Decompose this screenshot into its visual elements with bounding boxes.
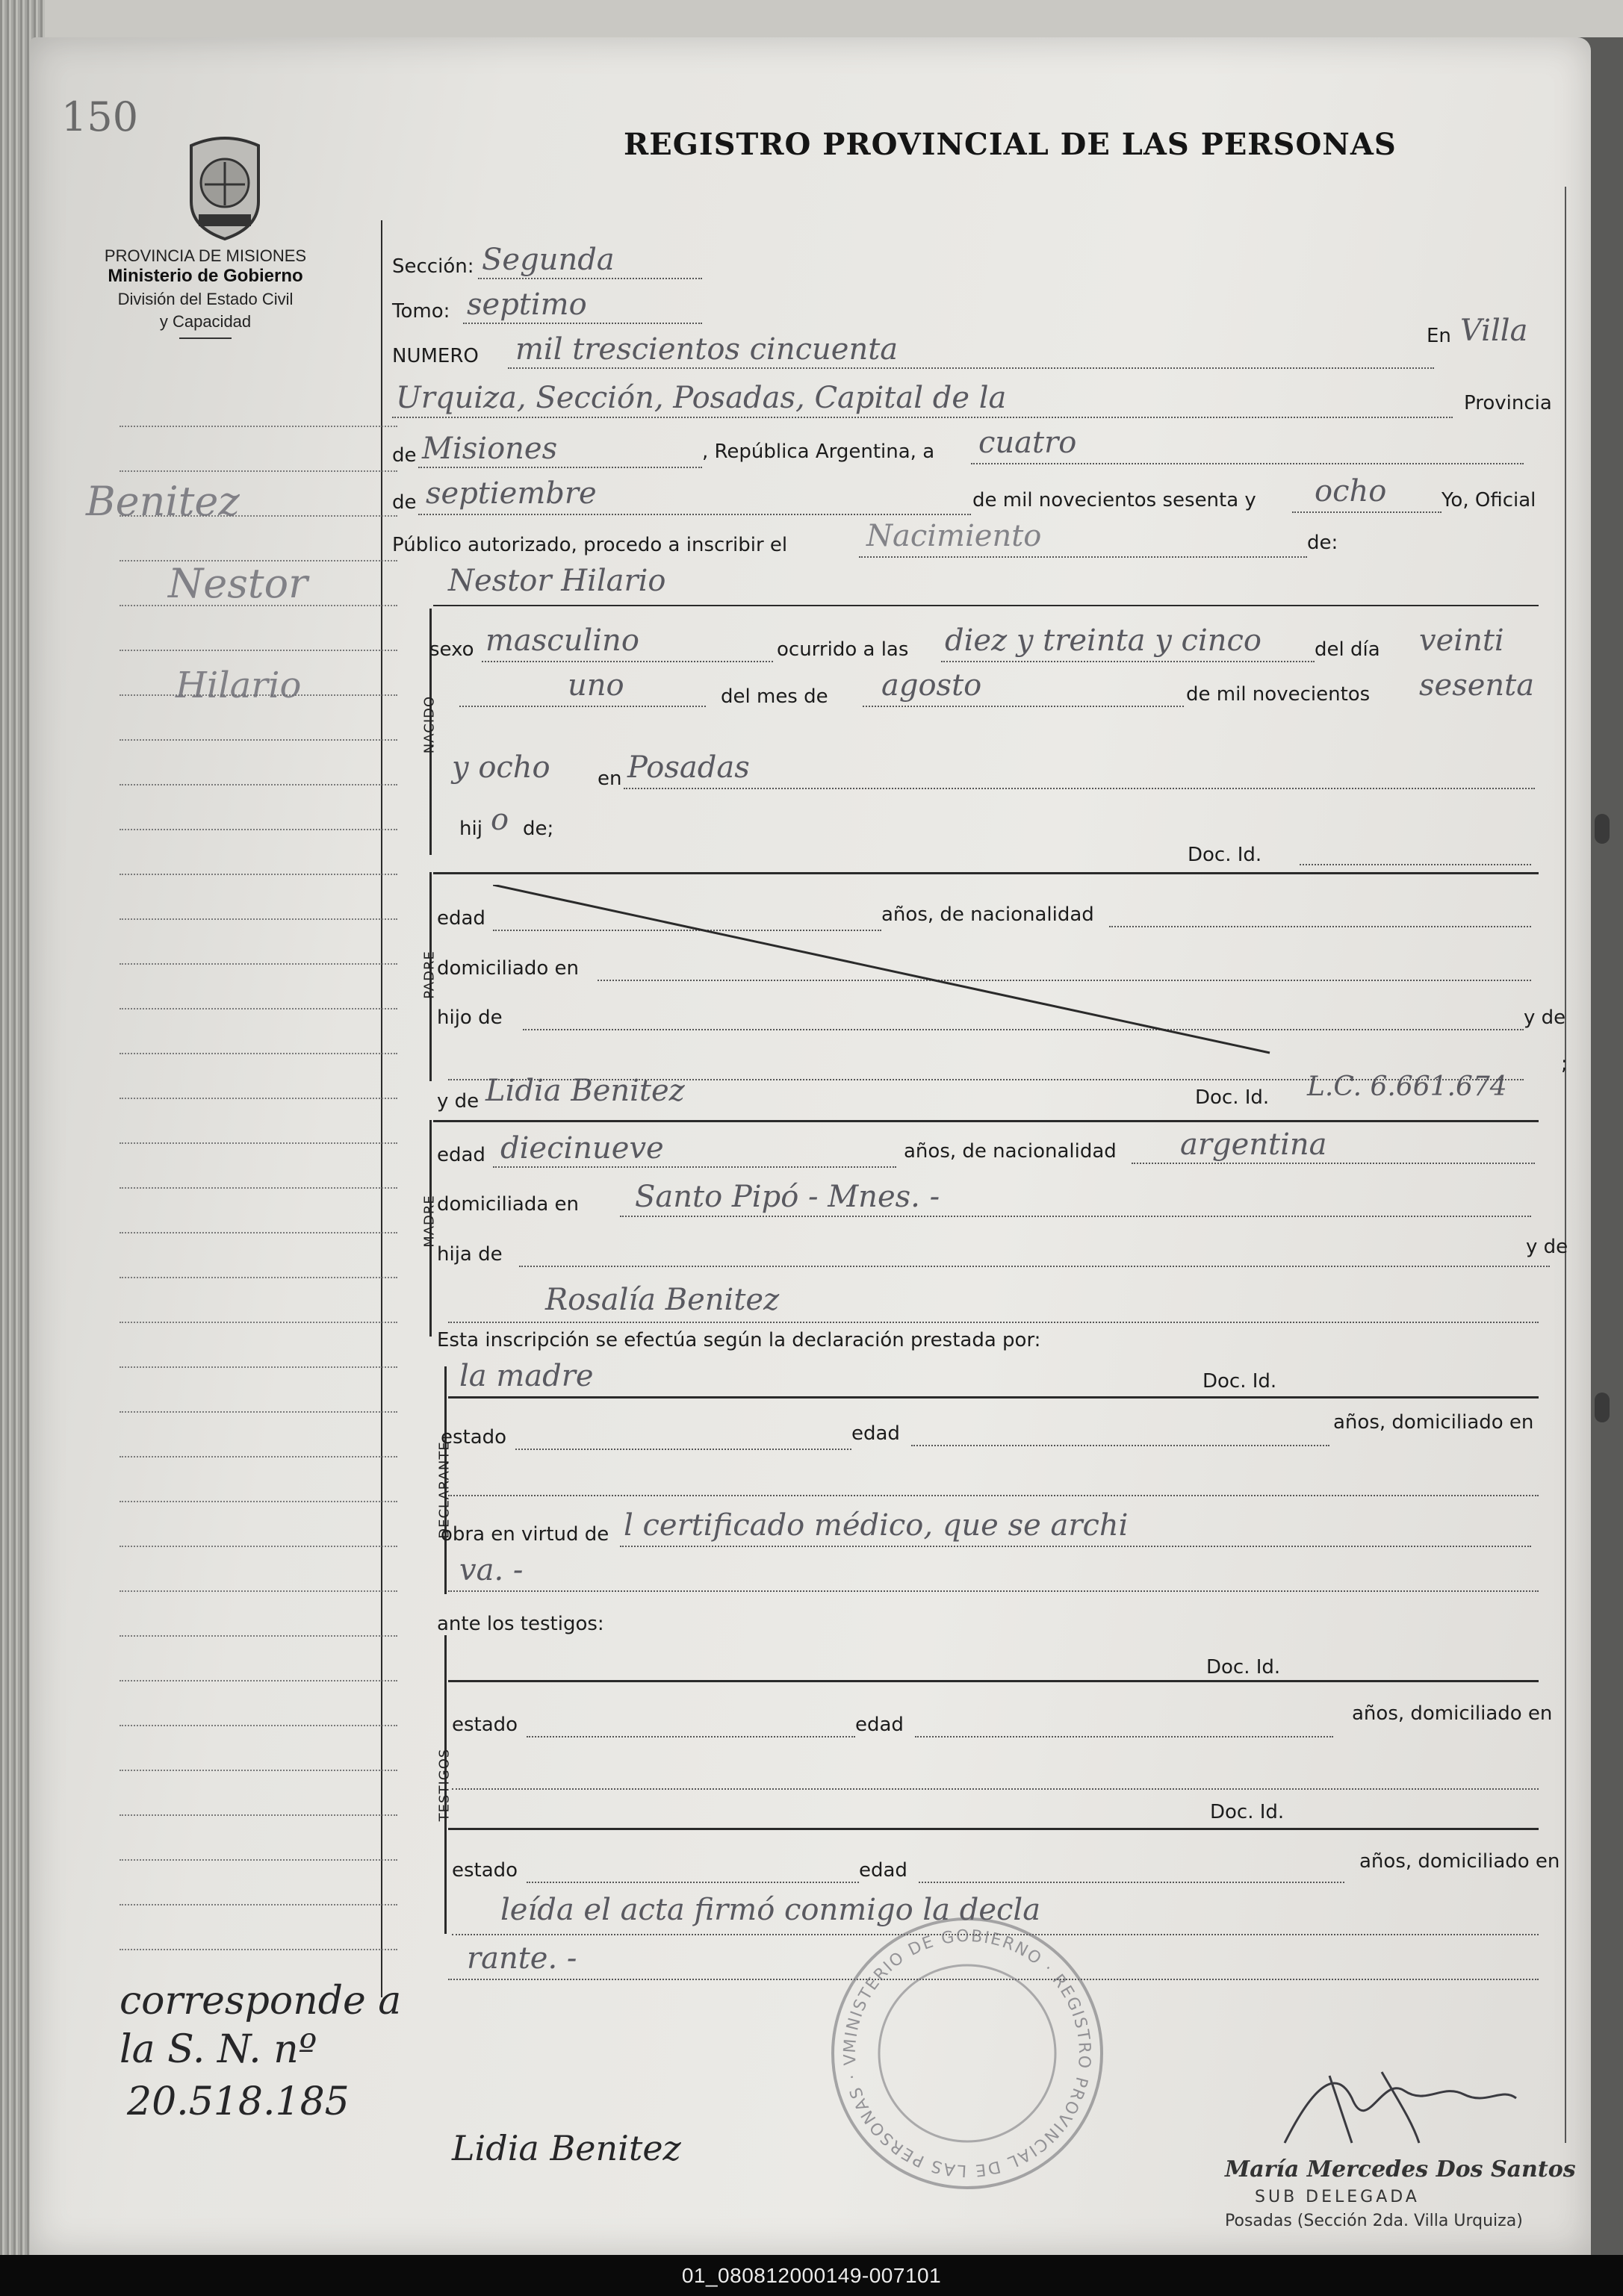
madre-section-label: MADRE [421,1195,438,1248]
correction-line-3: 20.518.185 [127,2079,350,2124]
testigos-intro: ante los testigos: [437,1613,604,1635]
officer-title: SUB DELEGADA [1255,2188,1420,2206]
obra-value-2: va. - [459,1553,524,1587]
provincia-line [418,467,702,468]
testigo1-dom-line [452,1788,1539,1790]
padre-yde-label: y de [1524,1007,1566,1029]
testigos-section-label: TESTIGOS [436,1748,453,1822]
month-line [418,514,971,515]
hij-label: hij [459,818,482,840]
obra-line-2 [448,1590,1539,1592]
de-label-2: de [392,491,417,514]
margin-given-name-2: Hilario [176,665,302,706]
right-rule [1565,187,1566,2143]
tomo-value: septimo [467,287,587,322]
testigo2-doc-label: Doc. Id. [1210,1801,1285,1823]
numero-value: mil trescientos cincuenta [515,332,899,367]
nacido-name-value: Nestor Hilario [448,564,666,598]
declarante-dom-line [448,1495,1539,1496]
officer-signature-scribble [1270,2053,1524,2165]
margin-line [120,1904,397,1905]
place-value: Urquiza, Sección, Posadas, Capital de la [396,381,1007,415]
margin-line [120,1142,397,1144]
declarante-estado-line [515,1449,851,1450]
testigo1-estado-line [527,1736,855,1737]
declarante-edad-label: edad [851,1422,900,1445]
ministry-label: Ministerio de Gobierno [108,266,303,286]
margin-line [120,829,397,830]
margin-line [120,470,397,472]
birthplace-line [624,788,1535,789]
crest-icon [176,131,273,243]
yo-oficial-label: Yo, Oficial [1442,489,1536,511]
del-mes-label: del mes de [721,685,828,708]
padre-edad-label: edad [437,907,485,930]
month-value: septiembre [426,476,597,511]
margin-line [120,1590,397,1592]
province-label: PROVINCIA DE MISIONES [104,246,307,265]
correction-line-2: la S. N. nº [120,2027,317,2072]
margin-line [120,1635,397,1637]
madre-mother-value: Rosalía Benitez [545,1283,780,1317]
testigo1-doc-label: Doc. Id. [1206,1656,1281,1679]
margin-line [120,1456,397,1457]
day-line [971,463,1524,464]
margin-line [120,874,397,875]
padre-section-label: PADRE [421,951,438,999]
declarante-intro: Esta inscripción se efectúa según la declaración prestada por: [437,1329,1041,1351]
declarante-name-value: la madre [459,1359,594,1393]
official-stamp [825,1911,1109,2195]
en-label: En [1427,325,1451,347]
obra-value: l certificado médico, que se archi [624,1508,1129,1543]
numero-line [508,367,1434,369]
margin-line [120,1770,397,1771]
sexo-label: sexo [429,638,474,661]
officer-name: María Mercedes Dos Santos [1225,2156,1576,2183]
binder-clip-icon [1595,1393,1610,1422]
time-line [941,661,1315,662]
mil-label: de mil novecientos [1186,683,1371,706]
sexo-value: masculino [485,623,639,658]
margin-line [120,739,397,741]
officer-place: Posadas (Sección 2da. Villa Urquiza) [1225,2212,1523,2230]
doc-id-label-n: Doc. Id. [1188,844,1262,866]
margin-line [120,650,397,651]
year-value: ocho [1315,474,1387,508]
testigo2-edad-line [919,1882,1344,1883]
declarant-signature: Lidia Benitez [452,2128,681,2168]
testigo1-edad-line [915,1736,1333,1737]
madre-edad-line [493,1166,896,1168]
de-label: de [392,444,417,467]
year-value-a: sesenta [1419,668,1535,703]
act-line [859,556,1307,558]
footer-id: 01_080812000149-007101 [0,2255,1623,2296]
declarante-doc-label: Doc. Id. [1202,1370,1277,1393]
seccion-label: Sección: [392,255,474,278]
tomo-line [463,323,702,324]
margin-line [120,963,397,965]
margin-line [120,1501,397,1502]
madre-edad-label: edad [437,1144,485,1166]
declarante-section-label: DECLARANTE [436,1441,453,1539]
document-title: REGISTRO PROVINCIAL DE LAS PERSONAS [624,127,1397,162]
del-dia-label: del día [1315,638,1380,661]
stamp-text: MINISTERIO DE GOBIERNO · REGISTRO PROVINCIAL DE LAS PERSONAS · V [840,1926,1094,2180]
correction-line-1: corresponde a [120,1979,402,2023]
margin-line [120,784,397,785]
testigo2-estado-line [527,1882,859,1883]
margin-line [120,918,397,920]
margin-line [120,1411,397,1413]
madre-nac-line [1132,1163,1535,1164]
sexo-line [482,661,773,662]
madre-mother-line [448,1322,1539,1323]
padre-nac-label: años, de nacionalidad [881,903,1094,926]
madre-doc-value: L.C. 6.661.674 [1307,1071,1507,1102]
obra-line [620,1546,1531,1547]
margin-line [120,1725,397,1726]
margin-given-name-1: Nestor [168,560,308,607]
republica-label: , República Argentina, a [702,441,935,463]
binder-clip-icon [1595,814,1610,844]
document-page [30,37,1591,2255]
testigo1-top-line [448,1680,1539,1682]
day-value-a: veinti [1419,623,1504,658]
margin-rule [381,220,382,1997]
margin-line [120,1859,397,1861]
margin-line [120,1098,397,1099]
margin-line [120,1366,397,1368]
top-background [0,0,1623,37]
madre-doc-label: Doc. Id. [1195,1086,1270,1109]
testigo2-edad-label: edad [859,1859,907,1882]
madre-name-value: Lidia Benitez [485,1074,685,1108]
madre-yde-label-2: y de [1526,1236,1568,1258]
de-colon-label: de: [1307,532,1338,554]
margin-line [120,1053,397,1054]
madre-nac-label: años, de nacionalidad [904,1140,1117,1163]
madre-hija-label: hija de [437,1243,503,1266]
day-line-b [459,706,706,707]
testigo1-estado-label: estado [452,1714,518,1736]
madre-edad-value: diecinueve [500,1131,664,1166]
testigo2-top-line [448,1828,1539,1830]
nacido-month-value: agosto [881,668,982,703]
margin-line [120,1814,397,1816]
hij-de-label: de; [523,818,554,840]
year-value-b: y ocho [452,750,550,785]
padre-strikeout [493,885,1277,1071]
month-line-n [863,706,1184,707]
madre-dom-label: domiciliada en [437,1193,580,1216]
margin-line [120,1322,397,1323]
birthplace-value: Posadas [627,750,750,785]
division-label: División del Estado Civil [117,290,294,308]
day-value: cuatro [978,426,1077,460]
capacidad-label: y Capacidad [159,312,252,331]
seccion-value: Segunda [482,243,615,277]
closing-text-2: rante. - [467,1941,577,1976]
margin-line [120,1949,397,1950]
testigo2-estado-label: estado [452,1859,518,1882]
margin-line [120,1680,397,1681]
padre-top-line [433,872,1539,874]
testigo1-edad-label: edad [855,1714,904,1736]
padre-dom-label: domiciliado en [437,957,580,980]
madre-dom-line [620,1216,1531,1217]
madre-yde-label: y de [437,1090,480,1113]
tomo-label: Tomo: [392,300,450,323]
declarante-top-line [448,1396,1539,1399]
margin-line [120,1187,397,1189]
doc-id-line-n [1300,864,1531,865]
provincia-value: Misiones [422,432,558,466]
nacido-top-line [433,605,1539,606]
margin-line [120,1277,397,1278]
year-label: de mil novecientos sesenta y [972,489,1256,511]
en-value: Villa [1460,314,1528,348]
day-value-b: uno [568,668,624,703]
padre-hijo-label: hijo de [437,1007,503,1029]
margin-line [120,426,397,427]
padre-semicolon: ; [1561,1053,1568,1075]
hij-suffix: o [491,803,509,837]
testigo2-anos-label: años, domiciliado en [1359,1850,1560,1873]
seccion-line [478,278,702,279]
margin-line [120,1232,397,1233]
madre-hija-line [519,1266,1550,1267]
closing-text-1: leída el acta firmó conmigo la decla [500,1893,1041,1927]
testigo1-anos-label: años, domiciliado en [1352,1702,1553,1725]
place-line [392,417,1453,418]
publico-label: Público autorizado, procedo a inscribir el [392,534,788,556]
margin-surname: Benitez [86,478,240,525]
year-line [1292,511,1442,513]
page-number: 150 [61,93,139,140]
declarante-estado-label: estado [441,1426,507,1449]
act-value: Nacimiento [866,519,1042,553]
declarante-anos-label: años, domiciliado en [1333,1411,1534,1434]
en-label-n: en [598,768,622,790]
header-divider [179,337,232,339]
ocurrido-label: ocurrido a las [777,638,909,661]
obra-label: obra en virtud de [441,1523,609,1546]
provincia-label: Provincia [1464,392,1552,414]
time-value: diez y treinta y cinco [945,623,1262,658]
header-left [75,246,336,339]
numero-label: NUMERO [392,345,479,367]
declarante-edad-line [911,1445,1329,1446]
madre-top-line [433,1120,1539,1122]
margin-line [120,1008,397,1009]
madre-dom-value: Santo Pipó - Mnes. - [635,1180,940,1214]
margin-line [120,1546,397,1547]
madre-nac-value: argentina [1180,1127,1327,1162]
nacido-section-label: NACIDO [421,695,438,754]
